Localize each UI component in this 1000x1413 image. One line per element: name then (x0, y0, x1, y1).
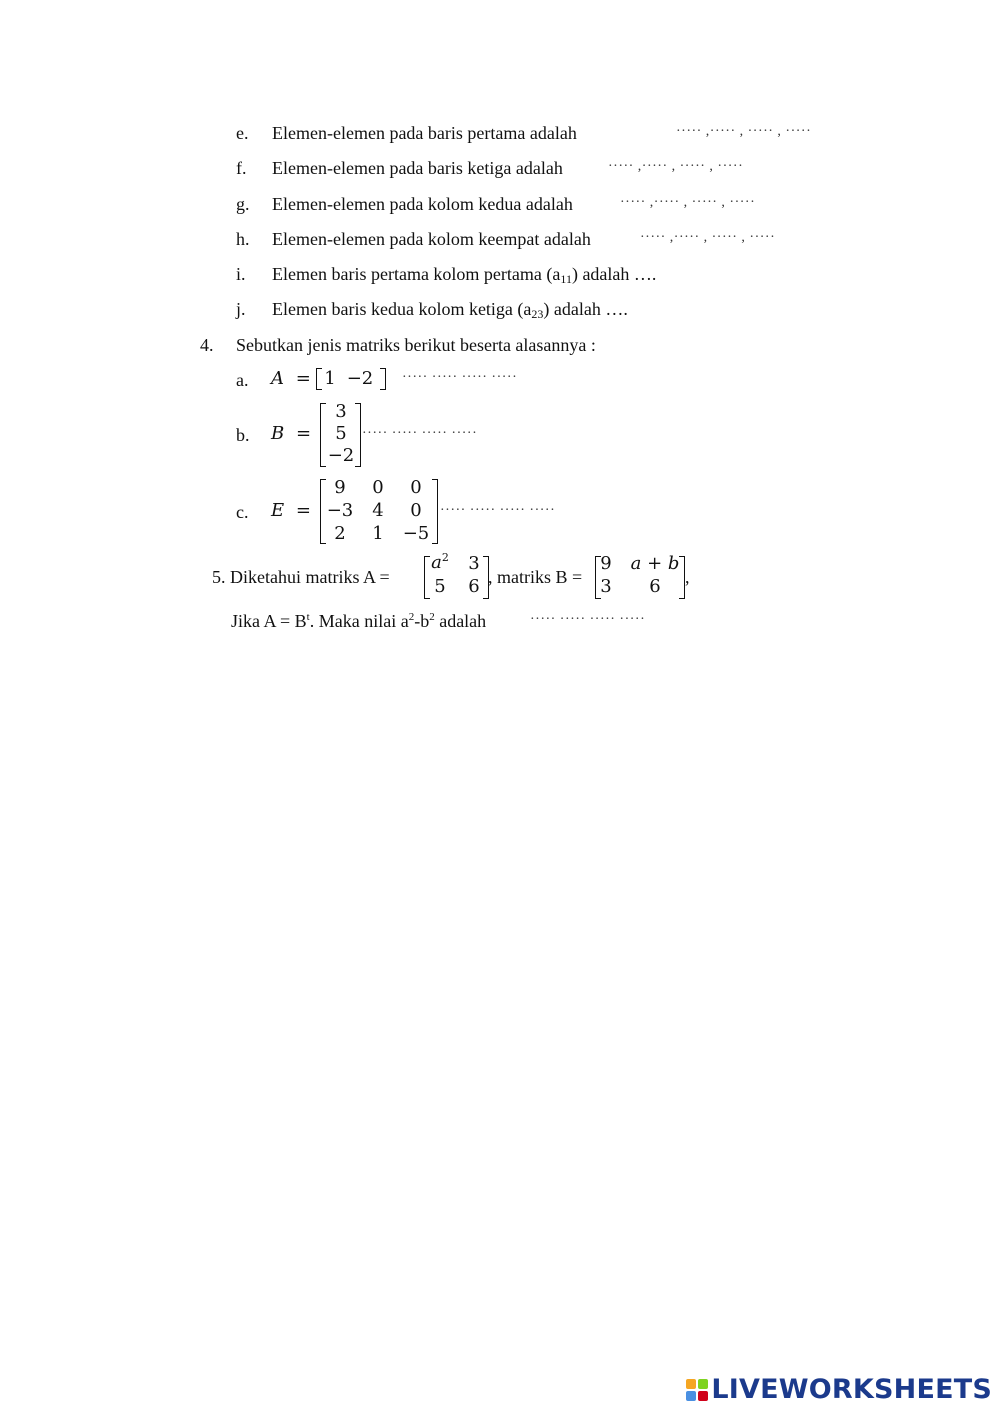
matrix-cell: 0 (410, 477, 422, 498)
right-bracket (355, 403, 361, 467)
answer-blank-5[interactable]: ····· ····· ····· ····· (530, 612, 646, 627)
question-5-intro: 5. Diketahui matriks A = (212, 567, 390, 587)
equals-sign: = (295, 500, 311, 521)
matrix-cell: 5 (434, 576, 446, 597)
matrix-cell: 6 (468, 576, 480, 597)
answer-blank-g[interactable]: ····· ,····· , ····· , ····· (620, 195, 756, 210)
right-bracket (432, 479, 438, 544)
sub-label-b: b. (236, 425, 250, 445)
question-text: Sebutkan jenis matriks berikut beserta alasannya : (236, 335, 596, 355)
question-number: 4. (200, 335, 214, 355)
matrix-cell: 3 (335, 401, 347, 422)
logo-text: LIVEWORKSHEETS (711, 1374, 992, 1405)
matrix-cell: $a^2$ (431, 551, 449, 573)
matrix-cell: −3 (326, 500, 354, 521)
matrix-name: B (271, 423, 285, 444)
question-5-tail: , (685, 567, 690, 587)
matrix-cell: 2 (334, 523, 346, 544)
liveworksheets-logo-icon (686, 1379, 708, 1401)
matrix-cell: 0 (372, 477, 384, 498)
answer-blank-h[interactable]: ····· ,····· , ····· , ····· (640, 230, 776, 245)
matrix-cell: −2 (346, 368, 374, 389)
item-label: g. (236, 194, 250, 214)
answer-blank-4b[interactable]: ····· ····· ····· ····· (362, 426, 478, 441)
matrix-cell: 0 (410, 500, 422, 521)
matrix-cell: 1 (372, 523, 384, 544)
matrix-cell: 5 (335, 423, 347, 444)
matrix-e-expression (271, 500, 311, 521)
question-5-mid: , matriks B = (488, 567, 583, 587)
item-label: e. (236, 123, 249, 143)
answer-blank-e[interactable]: ····· ,····· , ····· , ····· (676, 124, 812, 139)
matrix-cell: 1 (324, 368, 336, 389)
matrix-cell: 4 (372, 500, 384, 521)
question-5-line-2: Jika $A = B^t$. Maka nilai $a^2-b^2$ adalah (231, 611, 487, 631)
matrix-cell: 3 (600, 576, 612, 597)
item-text: Elemen-elemen pada kolom keempat adalah (272, 229, 591, 249)
right-bracket (380, 368, 386, 390)
matrix-b-expression (271, 423, 311, 444)
item-text: Elemen baris pertama kolom pertama $(a_{11})$ adalah …. (272, 264, 657, 286)
answer-blank-4a[interactable]: ····· ····· ····· ····· (402, 370, 518, 385)
item-label: f. (236, 158, 247, 178)
matrix-a-expression (271, 368, 311, 389)
matrix-cell: 6 (649, 576, 661, 597)
equals-sign: = (295, 368, 311, 389)
item-text: Elemen-elemen pada baris ketiga adalah (272, 158, 563, 178)
answer-blank-4c[interactable]: ····· ····· ····· ····· (440, 503, 556, 518)
answer-blank-f[interactable]: ····· ,····· , ····· , ····· (608, 159, 744, 174)
item-text: Elemen-elemen pada baris pertama adalah (272, 123, 577, 143)
matrix-cell: 9 (600, 553, 612, 574)
sub-label-a: a. (236, 370, 249, 390)
item-label: i. (236, 264, 246, 284)
matrix-cell: −2 (327, 445, 355, 466)
matrix-cell: a + b (630, 553, 680, 574)
item-text: Elemen baris kedua kolom ketiga $(a_{23})$ adalah …. (272, 299, 628, 321)
matrix-name: A (271, 368, 284, 389)
matrix-cell: 3 (468, 553, 480, 574)
matrix-cell: −5 (402, 523, 430, 544)
item-text: Elemen-elemen pada kolom kedua adalah (272, 194, 573, 214)
item-label: h. (236, 229, 250, 249)
matrix-name: E (271, 500, 285, 521)
matrix-cell: 9 (334, 477, 346, 498)
liveworksheets-logo[interactable] (686, 1374, 992, 1405)
sub-label-c: c. (236, 502, 249, 522)
equals-sign: = (295, 423, 312, 444)
item-label: j. (236, 299, 246, 319)
